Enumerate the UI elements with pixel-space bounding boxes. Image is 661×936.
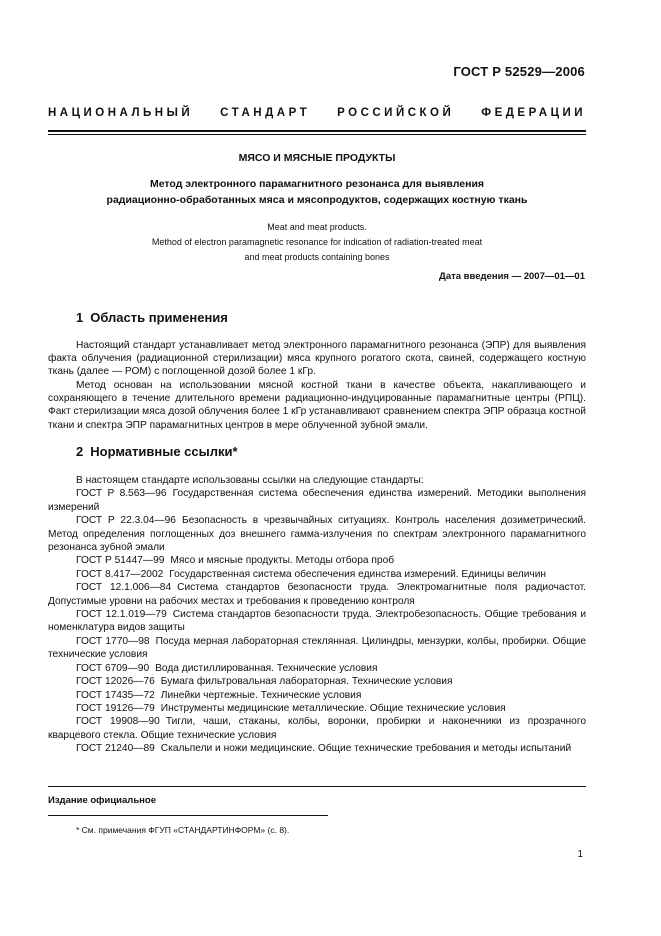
section-1-paragraph-2: Метод основан на использовании мясной костной ткани в качестве объекта, накапливающего и сохраняющего в течение длительного времени радиационно-индуцированные парамагнитные центры (РПЦ). Факт стерилизации мяса дозой облучения более 1 кГр устанавливают сравнением спектра ЭПР образца костной ткани и спектра ЭПР парамагнитных центров в мере облученной зубной эмали. [48, 380, 586, 431]
reference-code: ГОСТ 12.1.006—84 [76, 582, 172, 594]
reference-item [48, 675, 586, 688]
normative-references-list [48, 474, 586, 756]
subtitle-line: Метод электронного парамагнитного резонанса для выявления [149, 178, 485, 190]
reference-title: Государственная система обеспечения единства измерений. Единицы величин [169, 568, 547, 580]
section-number: 2 [76, 444, 84, 459]
reference-code: ГОСТ 21240—89 [76, 743, 155, 755]
section-number: 1 [76, 310, 84, 325]
reference-title: Государственная система обеспечения единства измерений. Методики выполнения измерений [48, 488, 586, 513]
national-standard-heading: НАЦИОНАЛЬНЫЙ СТАНДАРТ РОССИЙСКОЙ ФЕДЕРАЦИИ [48, 107, 586, 119]
reference-item [48, 581, 586, 608]
reference-code: ГОСТ 12026—76 [76, 676, 155, 688]
reference-item [48, 554, 586, 567]
reference-title: Бумага фильтровальная лабораторная. Технические условия [160, 676, 453, 688]
introduction-date: Дата введения — 2007—01—01 [439, 271, 585, 282]
reference-item [48, 662, 586, 675]
reference-item [48, 715, 586, 742]
reference-item [48, 568, 586, 581]
reference-item [48, 702, 586, 715]
header-rule-thick [48, 130, 586, 132]
subtitle-line: радиационно-обработанных мяса и мясопродуктов, содержащих костную ткань [106, 194, 528, 206]
reference-code: ГОСТ Р 8.563—96 [76, 488, 167, 500]
reference-title: Тигли, чаши, стаканы, колбы, воронки, пробирки и наконечники из прозрачного кварцевого стекла. Общие технические условия [48, 716, 587, 741]
reference-code: ГОСТ 1770—98 [76, 635, 150, 647]
page-number: 1 [577, 849, 583, 860]
reference-title: Мясо и мясные продукты. Методы отбора проб [170, 555, 395, 567]
english-title-line: Meat and meat products. [267, 222, 367, 232]
reference-code: ГОСТ 12.1.019—79 [76, 609, 167, 621]
reference-code: ГОСТ 19908—90 [76, 716, 160, 728]
reference-title: Система стандартов безопасности труда. Электромагнитные поля радиочастот. Допустимые уровни на рабочих местах и требования к проведению контроля [48, 582, 586, 607]
reference-title: Инструменты медицинские металлические. Общие технические условия [160, 702, 506, 714]
footnote-rule [48, 815, 328, 816]
reference-item [48, 487, 586, 514]
reference-code: ГОСТ 8.417—2002 [76, 568, 164, 580]
section-1-paragraph-1: Настоящий стандарт устанавливает метод электронного парамагнитного резонанса (ЭПР) для выявления факта облучения (радиационной стерилизации) мяса крупного рогатого скота, свиней, содержащего костную ткань (далее — РОМ) с поглощенной дозой более 1 кГр. [48, 340, 586, 378]
section-title: Область применения [90, 310, 228, 325]
reference-item [48, 689, 586, 702]
reference-item [48, 514, 586, 554]
english-title [48, 220, 586, 265]
reference-code: ГОСТ 17435—72 [76, 689, 155, 701]
reference-item [48, 635, 586, 662]
header-rule-thin [48, 134, 586, 135]
reference-code: ГОСТ Р 22.3.04—96 [76, 515, 176, 527]
reference-title: Безопасность в чрезвычайных ситуациях. Контроль населения дозиметрический. Метод определения поглощенных доз внешнего гамма-излучения по спектрам электронного парамагнитного резонанса зубной эмали [48, 515, 587, 554]
document-title: МЯСО И МЯСНЫЕ ПРОДУКТЫ [238, 152, 396, 164]
footnote: * См. примечания ФГУП «СТАНДАРТИНФОРМ» (с. 8). [76, 825, 290, 835]
document-code: ГОСТ Р 52529—2006 [453, 64, 585, 79]
reference-item [48, 608, 586, 635]
footer-rule [48, 786, 586, 787]
english-title-line: Method of electron paramagnetic resonance for indication of radiation-treated meat [151, 237, 483, 247]
official-edition-label: Издание официальное [48, 795, 156, 806]
english-title-line: and meat products containing bones [244, 252, 390, 262]
reference-code: ГОСТ 19126—79 [76, 702, 155, 714]
reference-title: Вода дистиллированная. Технические условия [155, 662, 378, 674]
reference-code: ГОСТ Р 51447—99 [76, 555, 165, 567]
section-title: Нормативные ссылки* [90, 444, 238, 459]
references-intro: В настоящем стандарте использованы ссылки на следующие стандарты: [76, 475, 424, 486]
reference-title: Посуда мерная лабораторная стеклянная. Цилиндры, мензурки, колбы, пробирки. Общие технические условия [48, 635, 586, 661]
section-2-heading [76, 444, 238, 459]
section-1-heading [76, 310, 228, 325]
reference-code: ГОСТ 6709—90 [76, 662, 150, 674]
document-subtitle [48, 176, 586, 208]
reference-title: Система стандартов безопасности труда. Электробезопасность. Общие требования и номенклатура видов защиты [48, 609, 587, 634]
reference-item [48, 742, 586, 755]
reference-title: Линейки чертежные. Технические условия [160, 689, 362, 701]
reference-title: Скальпели и ножи медицинские. Общие технические требования и методы испытаний [160, 743, 572, 755]
